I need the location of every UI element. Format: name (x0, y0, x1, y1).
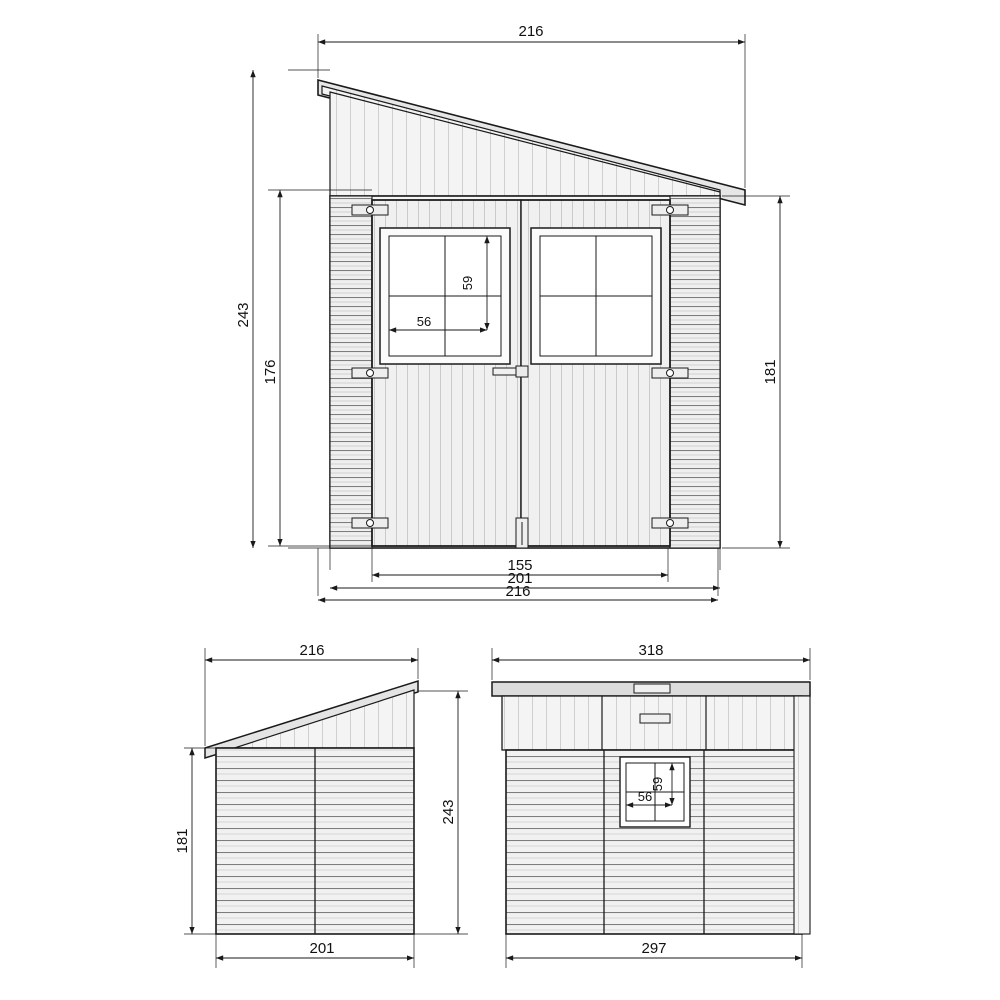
dim-label: 243 (235, 302, 252, 328)
dim-rear-297 (506, 940, 802, 958)
dim-label: 56 (416, 314, 432, 329)
rear-elevation-view (492, 642, 810, 968)
front-doors (352, 200, 688, 548)
dim-label: 59 (650, 776, 665, 792)
dim-label: 59 (460, 275, 475, 291)
dim-label: 176 (262, 359, 279, 385)
side-elevation-view (174, 642, 468, 968)
dim-label: 216 (299, 642, 325, 659)
dim-front-216-top (318, 23, 745, 42)
dim-label: 216 (505, 583, 531, 600)
dim-label: 155 (507, 557, 533, 574)
dim-side-181 (174, 748, 192, 934)
dim-label: 201 (507, 570, 533, 587)
door-handle (493, 366, 528, 377)
dim-label: 297 (641, 940, 667, 957)
dim-front-176 (262, 190, 280, 546)
dim-label: 181 (174, 828, 191, 854)
dim-front-181 (762, 196, 780, 548)
dim-front-243 (235, 70, 253, 548)
dim-side-216 (205, 642, 418, 660)
dim-label: 216 (518, 23, 544, 40)
dim-rear-318 (492, 642, 810, 660)
dim-label: 181 (762, 359, 779, 385)
dim-label: 56 (637, 789, 653, 804)
dim-label: 243 (440, 799, 457, 825)
dim-side-243 (440, 691, 458, 934)
front-elevation-view (235, 23, 790, 600)
door-bolt (516, 518, 528, 548)
dim-label: 318 (638, 642, 664, 659)
front-roof (318, 80, 745, 205)
dim-side-201 (216, 940, 414, 958)
dim-label: 201 (309, 940, 335, 957)
